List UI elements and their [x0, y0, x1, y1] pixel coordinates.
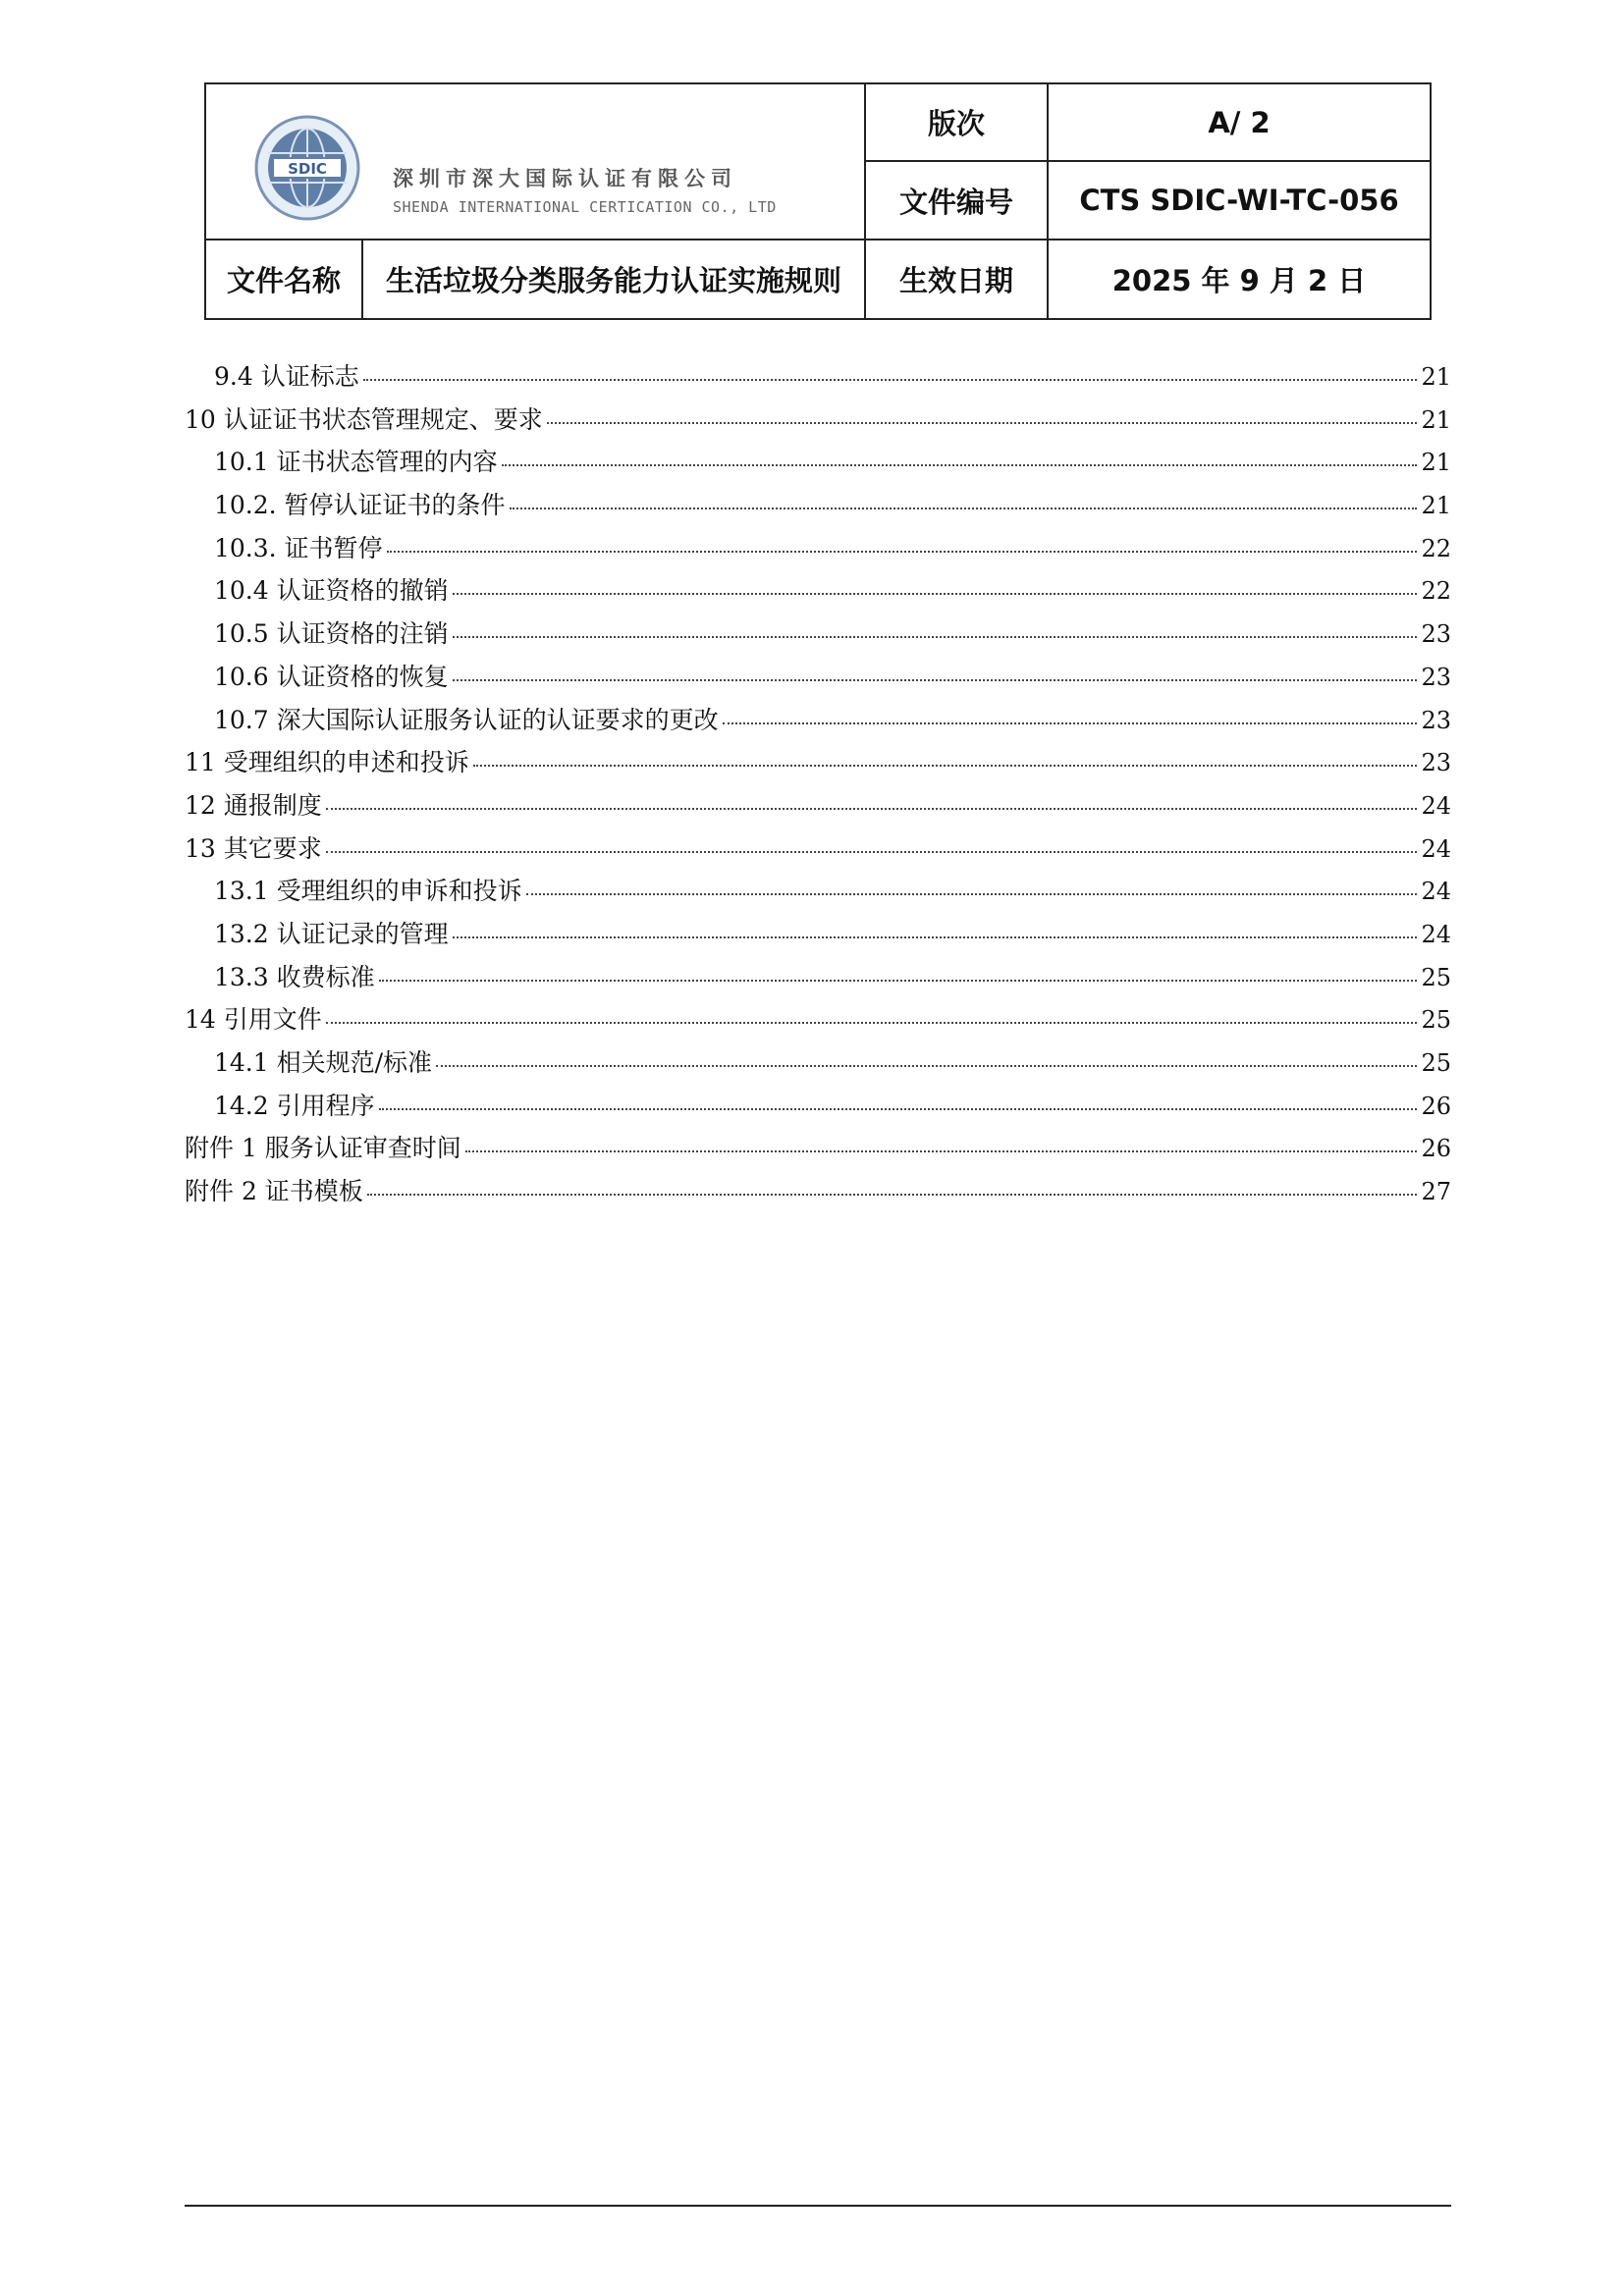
toc-entry-title: 10.3. 证书暂停: [214, 533, 383, 562]
company-logo: [253, 114, 777, 222]
toc-entry-title: 10.1 证书状态管理的内容: [214, 448, 498, 477]
doc-name-value: 生活垃圾分类服务能力认证实施规则: [362, 240, 865, 319]
toc-entry-page: 22: [1421, 534, 1451, 562]
toc-entry[interactable]: [185, 1043, 1451, 1087]
toc-entry-page: 21: [1421, 449, 1451, 477]
toc-entry-title: 11 受理组织的申述和投诉: [185, 748, 469, 777]
toc-entry-title: 14.1 相关规范/标准: [214, 1048, 433, 1077]
toc-entry-page: 23: [1421, 706, 1451, 734]
toc-dot-leader: [379, 980, 1418, 982]
effective-date-value: 2025 年 9 月 2 日: [1048, 240, 1431, 319]
toc-entry[interactable]: [185, 958, 1451, 1001]
toc-dot-leader: [723, 722, 1418, 724]
toc-entry[interactable]: [185, 701, 1451, 744]
toc-entry-title: 13.1 受理组织的申诉和投诉: [214, 877, 522, 906]
toc-entry-title: 13 其它要求: [185, 833, 322, 863]
toc-entry-page: 25: [1421, 1006, 1451, 1035]
toc-entry[interactable]: [185, 1000, 1451, 1043]
toc-entry-page: 21: [1421, 405, 1451, 434]
toc-entry[interactable]: [185, 786, 1451, 829]
toc-entry[interactable]: [185, 614, 1451, 658]
toc-entry[interactable]: [185, 658, 1451, 701]
toc-entry-title: 10.5 认证资格的注销: [214, 619, 449, 649]
company-name-en: SHENDA INTERNATIONAL CERTICATION CO., LTD: [393, 198, 777, 216]
toc-entry-title: 12 通报制度: [185, 790, 322, 820]
toc-dot-leader: [326, 1022, 1418, 1024]
doc-number-label: 文件编号: [865, 161, 1048, 240]
toc-dot-leader: [547, 422, 1418, 424]
toc-entry-title: 10.6 认证资格的恢复: [214, 662, 449, 691]
toc-dot-leader: [453, 593, 1418, 595]
toc-entry-page: 24: [1421, 791, 1451, 820]
toc-entry[interactable]: [185, 1172, 1451, 1215]
toc-dot-leader: [367, 1194, 1418, 1196]
toc-entry-title: 9.4 认证标志: [214, 362, 359, 391]
toc-entry-page: 21: [1421, 363, 1451, 391]
toc-entry-page: 25: [1421, 1049, 1451, 1077]
toc-entry-page: 26: [1421, 1135, 1451, 1163]
toc-dot-leader: [453, 679, 1418, 681]
toc-entry[interactable]: [185, 872, 1451, 915]
toc-entry[interactable]: [185, 915, 1451, 958]
toc-dot-leader: [510, 507, 1418, 509]
toc-entry-title: 附件 1 服务认证审查时间: [185, 1134, 461, 1163]
toc-entry-title: 13.3 收费标准: [214, 962, 375, 991]
toc-entry-title: 13.2 认证记录的管理: [214, 919, 449, 948]
footer-divider: [185, 2205, 1451, 2207]
toc-entry-page: 22: [1421, 577, 1451, 606]
toc-dot-leader: [326, 808, 1418, 810]
toc-dot-leader: [363, 379, 1418, 381]
toc-entry[interactable]: [185, 1129, 1451, 1172]
toc-dot-leader: [436, 1065, 1417, 1067]
toc-entry-page: 24: [1421, 920, 1451, 948]
toc-entry-title: 10.7 深大国际认证服务认证的认证要求的更改: [214, 705, 719, 734]
company-logo-cell: [205, 83, 865, 240]
toc-entry-title: 附件 2 证书模板: [185, 1177, 363, 1206]
toc-entry-page: 24: [1421, 878, 1451, 906]
toc-entry[interactable]: [185, 529, 1451, 572]
toc-dot-leader: [379, 1108, 1418, 1110]
doc-number-value: CTS SDIC-WI-TC-056: [1048, 161, 1431, 240]
toc-dot-leader: [473, 765, 1418, 767]
toc-dot-leader: [453, 936, 1418, 938]
toc-entry-title: 14 引用文件: [185, 1005, 322, 1035]
globe-logo-icon: [253, 114, 361, 222]
toc-entry[interactable]: [185, 1087, 1451, 1130]
toc-entry-page: 21: [1421, 492, 1451, 520]
toc-entry-page: 27: [1421, 1178, 1451, 1206]
table-of-contents: [185, 357, 1451, 1215]
toc-entry[interactable]: [185, 357, 1451, 400]
version-label: 版次: [865, 83, 1048, 161]
effective-date-label: 生效日期: [865, 240, 1048, 319]
toc-dot-leader: [326, 851, 1418, 853]
toc-entry[interactable]: [185, 443, 1451, 486]
toc-entry[interactable]: [185, 486, 1451, 529]
toc-dot-leader: [387, 551, 1418, 553]
toc-entry-page: 23: [1421, 663, 1451, 691]
toc-entry[interactable]: [185, 400, 1451, 444]
logo-text: SDIC: [288, 160, 327, 178]
toc-entry-page: 26: [1421, 1092, 1451, 1120]
toc-entry-title: 14.2 引用程序: [214, 1091, 375, 1120]
toc-entry-title: 10 认证证书状态管理规定、要求: [185, 404, 543, 434]
doc-name-label: 文件名称: [205, 240, 362, 319]
toc-dot-leader: [453, 636, 1418, 638]
company-name-cn: 深圳市深大国际认证有限公司: [393, 167, 737, 190]
toc-entry-page: 23: [1421, 749, 1451, 777]
toc-entry[interactable]: [185, 571, 1451, 614]
toc-entry[interactable]: [185, 829, 1451, 873]
toc-dot-leader: [526, 893, 1418, 895]
version-value: A/ 2: [1048, 83, 1431, 161]
toc-entry[interactable]: [185, 743, 1451, 786]
document-header-table: [204, 82, 1432, 320]
toc-entry-page: 25: [1421, 963, 1451, 991]
toc-entry-page: 24: [1421, 834, 1451, 863]
toc-entry-title: 10.2. 暂停认证证书的条件: [214, 491, 506, 520]
toc-entry-page: 23: [1421, 620, 1451, 649]
toc-entry-title: 10.4 认证资格的撤销: [214, 576, 449, 606]
toc-dot-leader: [502, 464, 1418, 466]
toc-dot-leader: [465, 1150, 1418, 1152]
